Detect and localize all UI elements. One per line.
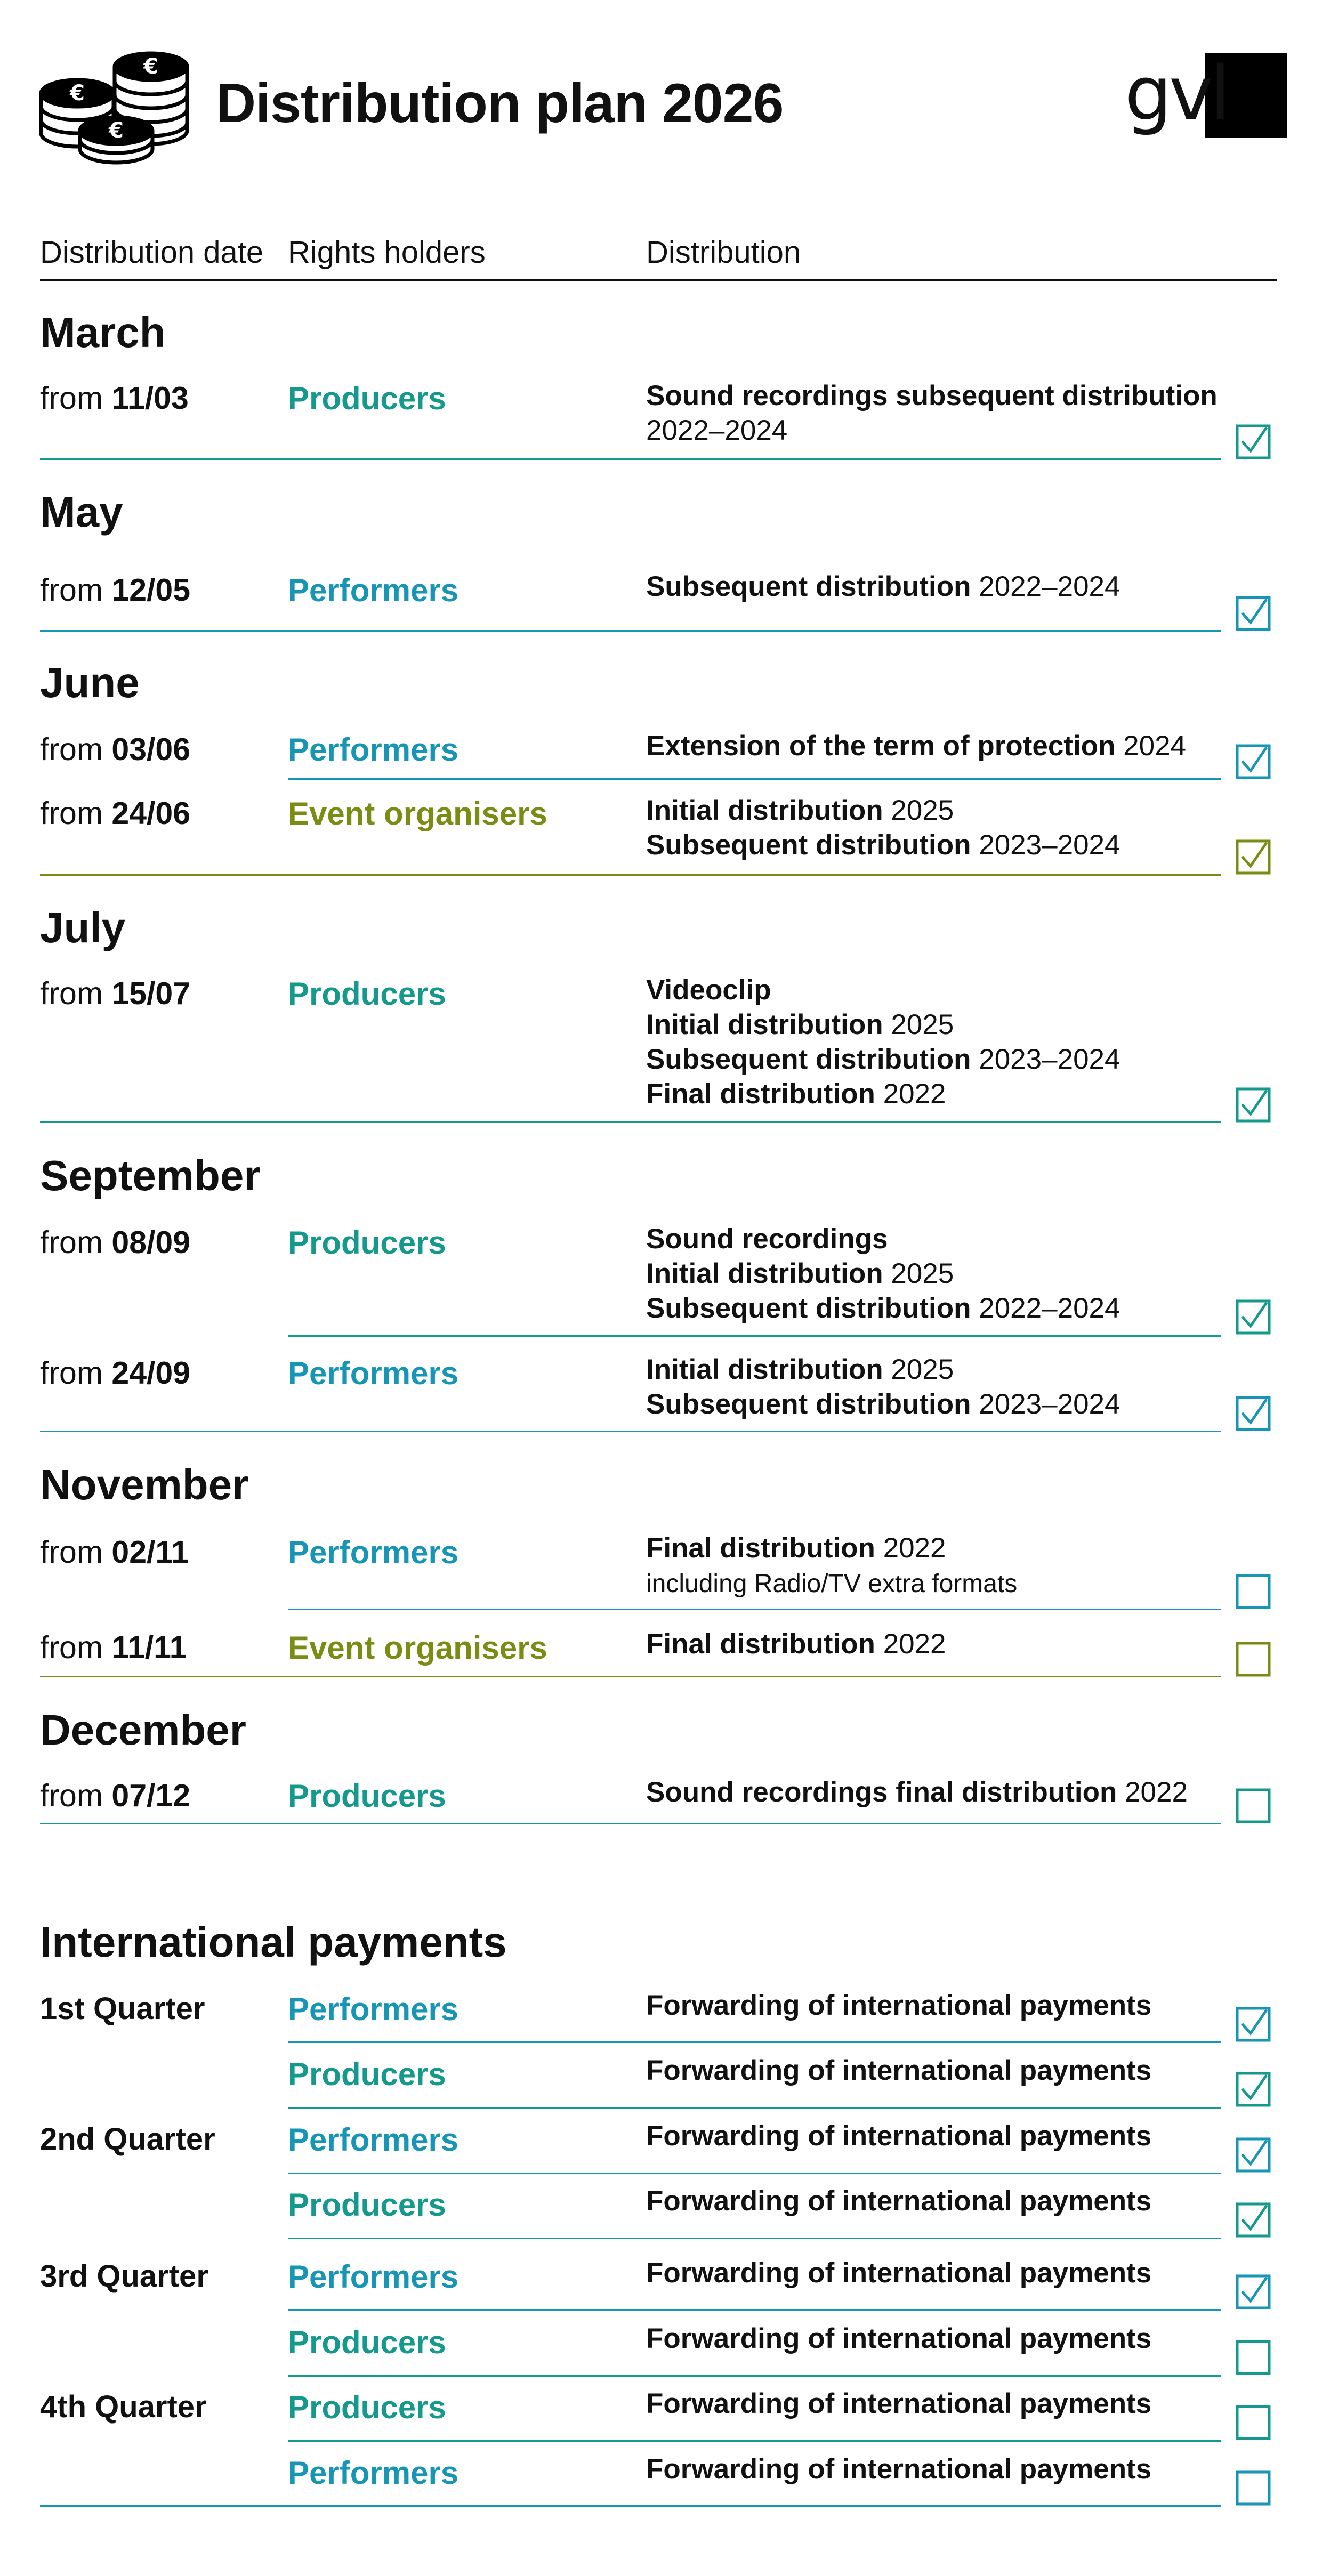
checked-checkbox-icon [1236,2072,1271,2107]
row-divider [40,458,1221,460]
checked-checkbox-icon [1236,1396,1271,1431]
distribution-description: Forwarding of international payments [646,1990,1152,2021]
distribution-description: Forwarding of international payments [646,2185,1152,2217]
rights-holder: Producers [288,2324,446,2360]
month-heading: May [40,488,123,536]
distribution-description: Sound recordings Initial distribution 2025 Subsequent distribution 2022–2024 [646,1223,1121,1324]
rights-holder: Producers [288,2389,446,2425]
row-divider [40,1431,1221,1432]
checked-checkbox-icon [1236,744,1271,779]
svg-text:€: € [70,81,85,106]
row-divider [288,2375,1221,2377]
column-header-date: Distribution date [40,235,264,270]
distribution-date: from 12/05 [40,572,191,608]
quarter-label: 4th Quarter [40,2389,207,2424]
distribution-description: Final distribution 2022 including Radio/TV extra formats [646,1532,1018,1598]
svg-text:€: € [109,118,124,143]
distribution-description: Forwarding of international payments [646,2388,1152,2419]
rights-holder: Performers [288,572,459,608]
distribution-date: from 11/03 [40,381,189,416]
distribution-date: from 11/11 [40,1630,187,1665]
row-divider [288,778,1221,780]
header-rule [40,279,1277,281]
rights-holder: Performers [288,2259,459,2295]
month-heading: March [40,309,166,356]
checked-checkbox-icon [1236,424,1271,459]
rights-holder: Producers [288,2187,446,2223]
row-divider [40,2505,1221,2507]
rights-holder: Producers [288,1225,446,1261]
row-divider [288,1609,1221,1610]
distribution-description: Initial distribution 2025 Subsequent distribution 2023–2024 [646,1354,1121,1420]
coins-euro-icon [37,37,192,165]
quarter-label: 1st Quarter [40,1991,205,2026]
month-heading: June [40,659,140,706]
distribution-date: from 15/07 [40,976,191,1011]
distribution-date: from 03/06 [40,732,191,767]
distribution-date: from 24/06 [40,796,191,831]
row-divider [288,2440,1221,2442]
row-divider [288,2238,1221,2239]
unchecked-checkbox-icon [1236,1788,1271,1823]
unchecked-checkbox-icon [1236,2405,1271,2440]
distribution-date: from 07/12 [40,1778,191,1813]
checked-checkbox-icon [1236,1299,1271,1335]
month-heading: September [40,1152,261,1199]
distribution-date: from 08/09 [40,1225,191,1260]
checked-checkbox-icon [1236,2202,1271,2238]
distribution-description: Videoclip Initial distribution 2025 Subsequent distribution 2023–2024 Final distribution 2022 [646,974,1121,1110]
rights-holder: Event organisers [288,1630,547,1666]
unchecked-checkbox-icon [1236,1642,1271,1677]
distribution-description: Sound recordings subsequent distribution 2022–2024 [646,380,1218,446]
svg-text:€: € [143,54,158,79]
checked-checkbox-icon [1236,1087,1271,1123]
row-divider [40,1121,1221,1123]
row-divider [288,2041,1221,2043]
row-divider [288,2173,1221,2174]
rights-holder: Performers [288,1355,459,1391]
unchecked-checkbox-icon [1236,2340,1271,2375]
rights-holder: Producers [288,2056,446,2092]
distribution-description: Forwarding of international payments [646,2055,1152,2086]
row-divider [288,1335,1221,1337]
distribution-date: from 24/09 [40,1355,191,1391]
distribution-description: Sound recordings final distribution 2022 [646,1776,1188,1808]
checked-checkbox-icon [1236,2007,1271,2042]
rights-holder: Performers [288,2122,459,2158]
rights-holder: Producers [288,381,446,416]
rights-holder: Performers [288,1991,459,2027]
row-divider [40,1676,1221,1677]
distribution-description: Forwarding of international payments [646,2323,1152,2354]
unchecked-checkbox-icon [1236,1574,1271,1609]
month-heading: December [40,1706,246,1754]
distribution-description: Extension of the term of protection 2024 [646,730,1187,762]
section-heading: International payments [40,1918,507,1966]
row-divider [40,874,1221,876]
quarter-label: 2nd Quarter [40,2122,215,2157]
logo-text: gvl [1125,51,1228,138]
month-heading: November [40,1461,249,1508]
gvl-logo [1125,51,1287,141]
distribution-description: Initial distribution 2025 Subsequent distribution 2023–2024 [646,795,1121,861]
checked-checkbox-icon [1236,2274,1271,2309]
rights-holder: Producers [288,1778,446,1814]
rights-holder: Performers [288,1535,459,1570]
row-divider [40,1823,1221,1824]
column-header-holders: Rights holders [288,235,486,270]
page-title: Distribution plan 2026 [216,72,784,134]
checked-checkbox-icon [1236,596,1271,631]
distribution-description: Forwarding of international payments [646,2453,1152,2485]
rights-holder: Producers [288,976,446,1012]
checked-checkbox-icon [1236,839,1271,875]
distribution-description: Final distribution 2022 [646,1628,946,1660]
row-divider [288,2309,1221,2311]
rights-holder: Performers [288,2455,459,2491]
unchecked-checkbox-icon [1236,2470,1271,2506]
rights-holder: Event organisers [288,796,547,831]
quarter-label: 3rd Quarter [40,2259,208,2294]
month-heading: July [40,904,126,951]
row-divider [288,2107,1221,2109]
distribution-description: Forwarding of international payments [646,2257,1152,2289]
row-divider [40,630,1221,632]
column-header-distribution: Distribution [646,235,801,270]
distribution-description: Forwarding of international payments [646,2120,1152,2152]
rights-holder: Performers [288,732,459,768]
distribution-description: Subsequent distribution 2022–2024 [646,571,1121,602]
distribution-date: from 02/11 [40,1535,189,1570]
checked-checkbox-icon [1236,2137,1271,2173]
